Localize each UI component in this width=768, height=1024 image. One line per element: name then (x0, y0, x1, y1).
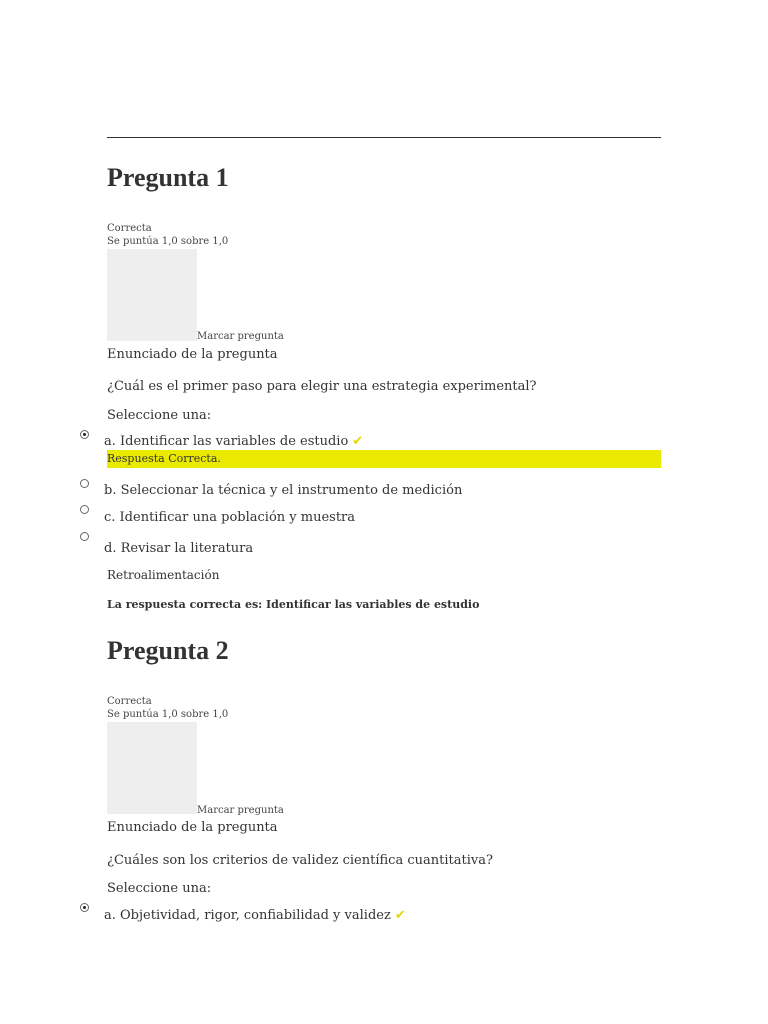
statement-heading: Enunciado de la pregunta (107, 347, 278, 362)
select-prompt: Seleccione una: (107, 881, 212, 896)
option-a[interactable] (104, 908, 406, 923)
option-label: a. Objetividad, rigor, confiabilidad y validez (104, 908, 391, 923)
select-prompt: Seleccione una: (107, 408, 212, 423)
radio-option-c[interactable] (80, 505, 89, 514)
flag-question-link[interactable]: Marcar pregunta (197, 805, 284, 816)
option-d[interactable]: d. Revisar la literatura (104, 541, 254, 556)
option-c[interactable]: c. Identificar una población y muestra (104, 510, 356, 525)
flag-question-link[interactable]: Marcar pregunta (197, 331, 284, 342)
question-title: Pregunta 1 (107, 163, 229, 192)
correct-answer-banner: Respuesta Correcta. (107, 450, 661, 468)
top-divider (107, 137, 661, 138)
option-b[interactable]: b. Seleccionar la técnica y el instrumento de medición (104, 483, 463, 498)
statement-heading: Enunciado de la pregunta (107, 820, 278, 835)
question-title: Pregunta 2 (107, 636, 229, 665)
question-text: ¿Cuál es el primer paso para elegir una estrategia experimental? (107, 379, 537, 394)
question-state: Correcta (107, 696, 152, 707)
radio-checked-icon[interactable] (80, 430, 89, 439)
feedback-text: La respuesta correcta es: Identificar las variables de estudio (107, 598, 480, 611)
question-grade: Se puntúa 1,0 sobre 1,0 (107, 709, 229, 720)
option-label: a. Identificar las variables de estudio (104, 434, 349, 449)
radio-option-b[interactable] (80, 479, 89, 488)
question-text: ¿Cuáles son los criterios de validez científica cuantitativa? (107, 853, 493, 868)
flag-icon[interactable] (107, 249, 197, 341)
feedback-heading: Retroalimentación (107, 568, 220, 582)
option-a[interactable] (104, 434, 363, 449)
check-icon: ✔ (352, 434, 364, 449)
question-state: Correcta (107, 223, 152, 234)
flag-icon[interactable] (107, 722, 197, 814)
radio-option-d[interactable] (80, 532, 89, 541)
question-grade: Se puntúa 1,0 sobre 1,0 (107, 236, 229, 247)
radio-checked-icon[interactable] (80, 903, 89, 912)
check-icon: ✔ (394, 908, 406, 923)
